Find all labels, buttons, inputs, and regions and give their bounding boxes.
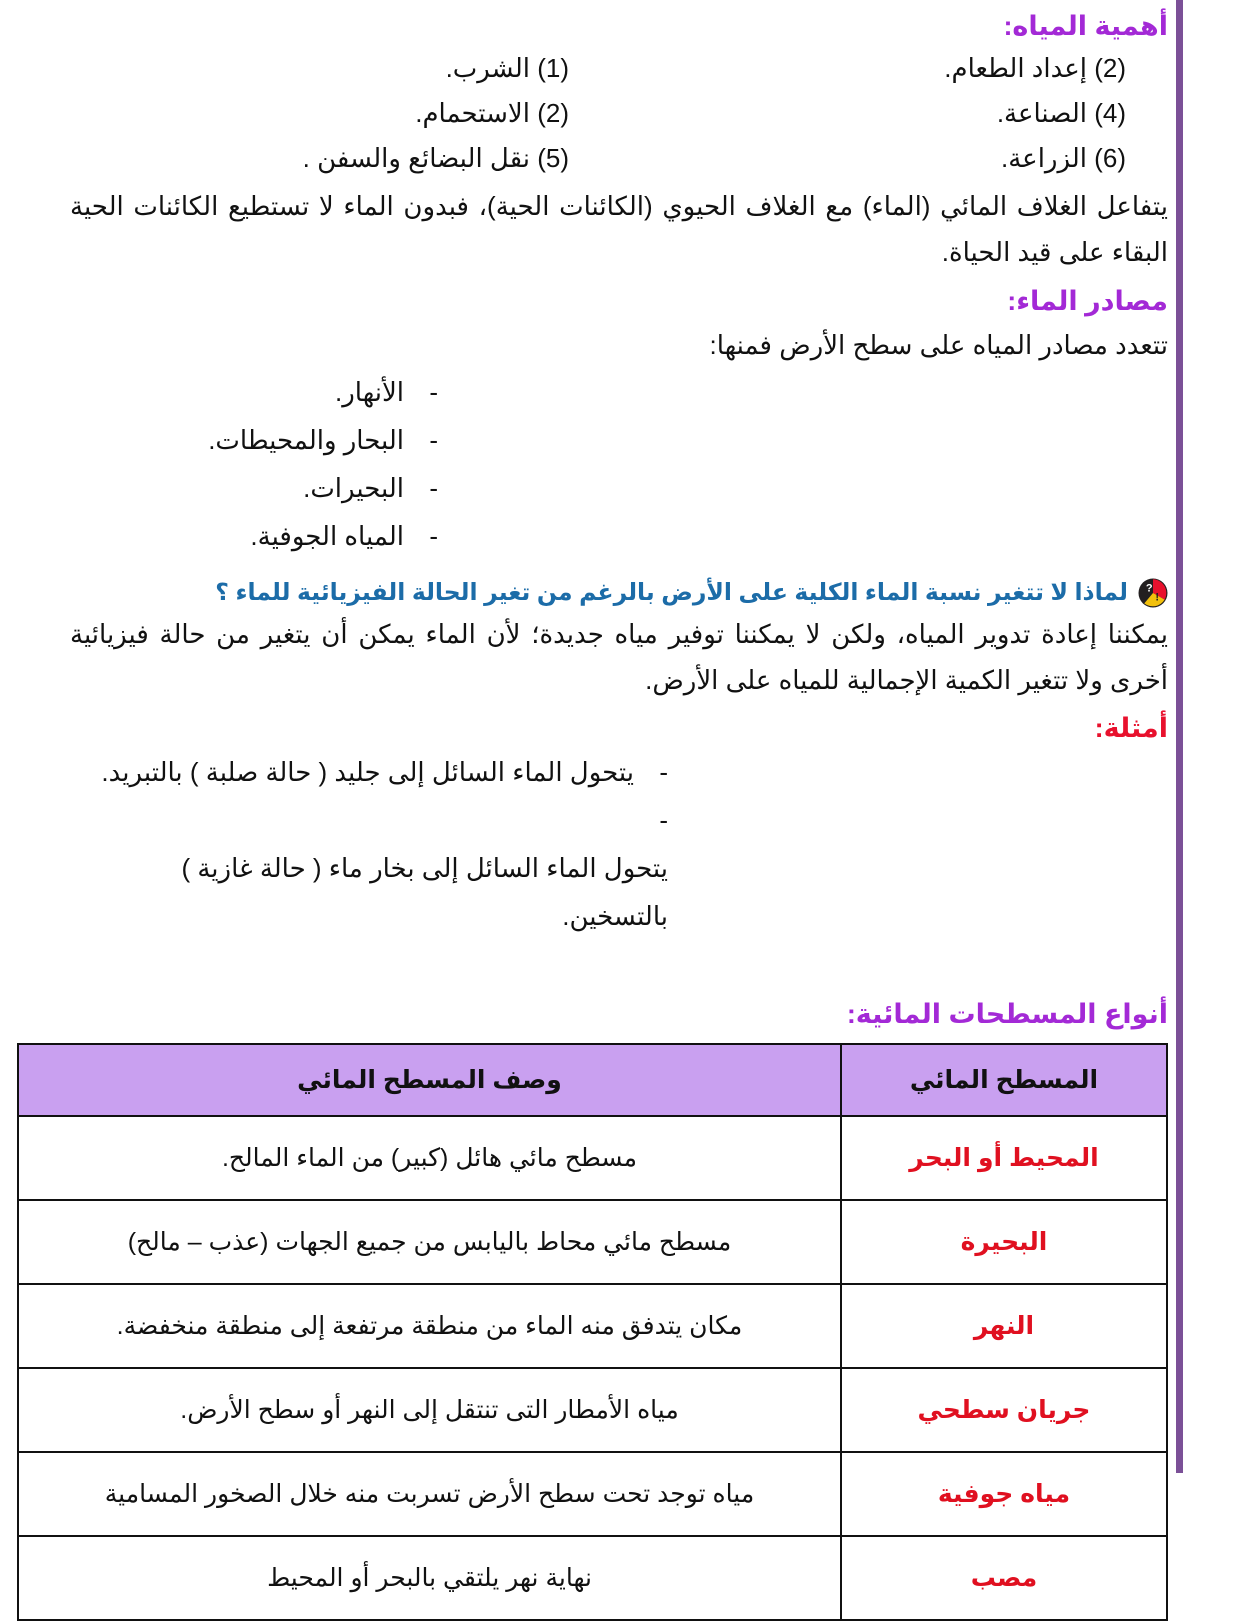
sources-item-label: المياه الجوفية. — [250, 521, 404, 552]
question-exclamation-badge-icon — [1138, 578, 1168, 608]
importance-item-3: (2) الاستحمام. — [415, 98, 569, 129]
list-item — [70, 796, 1168, 940]
sources-item-label: الأنهار. — [335, 376, 404, 407]
cell-name: المحيط أو البحر — [841, 1116, 1167, 1200]
table-body — [18, 1116, 1167, 1620]
column-header-name: المسطح المائي — [841, 1044, 1167, 1116]
dash-bullet-icon: - — [429, 376, 438, 407]
question-text: لماذا لا تتغير نسبة الماء الكلية على الأرض بالرغم من تغير الحالة الفيزيائية للماء ؟ — [215, 579, 1128, 606]
table-row — [18, 1284, 1167, 1368]
table-head — [18, 1044, 1167, 1116]
cell-description: نهاية نهر يلتقي بالبحر أو المحيط — [18, 1536, 841, 1620]
cell-name: النهر — [841, 1284, 1167, 1368]
sources-list — [70, 368, 1168, 560]
table-row — [18, 1452, 1167, 1536]
list-item — [70, 416, 1168, 464]
cell-name: البحيرة — [841, 1200, 1167, 1284]
table-header-row — [18, 1044, 1167, 1116]
cell-description: مياه الأمطار التى تنتقل إلى النهر أو سطح الأرض. — [18, 1368, 841, 1452]
cell-description: مياه توجد تحت سطح الأرض تسربت منه خلال الصخور المسامية — [18, 1452, 841, 1536]
importance-numbered-grid — [70, 46, 1168, 180]
cell-description: مسطح مائي محاط باليابس من جميع الجهات (عذب – مالح) — [18, 1200, 841, 1284]
section-heading-importance: أهمية المياه: — [1003, 11, 1168, 41]
dash-bullet-icon: - — [429, 473, 438, 504]
examples-list — [70, 748, 1168, 940]
column-header-description: وصف المسطح المائي — [18, 1044, 841, 1116]
right-decorative-rule — [1176, 0, 1183, 1473]
list-item — [70, 512, 1168, 560]
list-item — [70, 748, 1168, 796]
importance-item-2: (2) إعداد الطعام. — [944, 53, 1126, 84]
table-row — [18, 1536, 1167, 1620]
question-answer-paragraph: يمكننا إعادة تدوير المياه، ولكن لا يمكننا توفير مياه جديدة؛ لأن الماء يمكن أن يتغير من حالة فيزيائية أخرى ولا تتغير الكمية الإجمالية للمياه على الأرض. — [70, 619, 1168, 696]
importance-item-1: (1) الشرب. — [445, 53, 569, 84]
sources-item-label: البحار والمحيطات. — [208, 424, 404, 455]
cell-description: مسطح مائي هائل (كبير) من الماء المالح. — [18, 1116, 841, 1200]
cell-name: جريان سطحي — [841, 1368, 1167, 1452]
importance-item-6: (6) الزراعة. — [1001, 142, 1126, 173]
dash-bullet-icon: - — [659, 805, 668, 836]
cell-description: مكان يتدفق منه الماء من منطقة مرتفعة إلى منطقة منخفضة. — [18, 1284, 841, 1368]
section-heading-sources: مصادر الماء: — [1007, 286, 1168, 317]
section-heading-water-bodies: أنواع المسطحات المائية: — [846, 999, 1168, 1030]
table-row — [18, 1200, 1167, 1284]
examples-item-label: يتحول الماء السائل إلى جليد ( حالة صلبة ) بالتبريد. — [101, 757, 634, 788]
list-item — [70, 368, 1168, 416]
table-row — [18, 1368, 1167, 1452]
svg-text:?: ? — [1145, 582, 1153, 595]
highlighted-question — [70, 576, 1168, 609]
svg-text:!: ! — [1155, 591, 1160, 604]
importance-item-5: (5) نقل البضائع والسفن . — [302, 142, 569, 173]
cell-name: مصب — [841, 1536, 1167, 1620]
document-content — [70, 0, 1168, 1621]
list-item — [70, 464, 1168, 512]
water-bodies-table-wrap — [70, 1043, 1168, 1621]
examples-item-label: يتحول الماء السائل إلى بخار ماء ( حالة غازية ) بالتسخين. — [181, 853, 668, 932]
importance-item-4: (4) الصناعة. — [996, 98, 1126, 129]
cell-name: مياه جوفية — [841, 1452, 1167, 1536]
dash-bullet-icon: - — [659, 757, 668, 788]
section-heading-examples: أمثلة: — [1094, 712, 1168, 743]
sources-item-label: البحيرات. — [303, 473, 404, 504]
table-row — [18, 1116, 1167, 1200]
dash-bullet-icon: - — [429, 424, 438, 455]
water-bodies-table — [17, 1043, 1168, 1621]
dash-bullet-icon: - — [429, 521, 438, 552]
sources-intro: تتعدد مصادر المياه على سطح الأرض فمنها: — [709, 329, 1168, 360]
importance-paragraph: يتفاعل الغلاف المائي (الماء) مع الغلاف الحيوي (الكائنات الحية)، فبدون الماء لا تستطيع الكائنات الحية البقاء على قيد الحياة. — [70, 190, 1168, 267]
